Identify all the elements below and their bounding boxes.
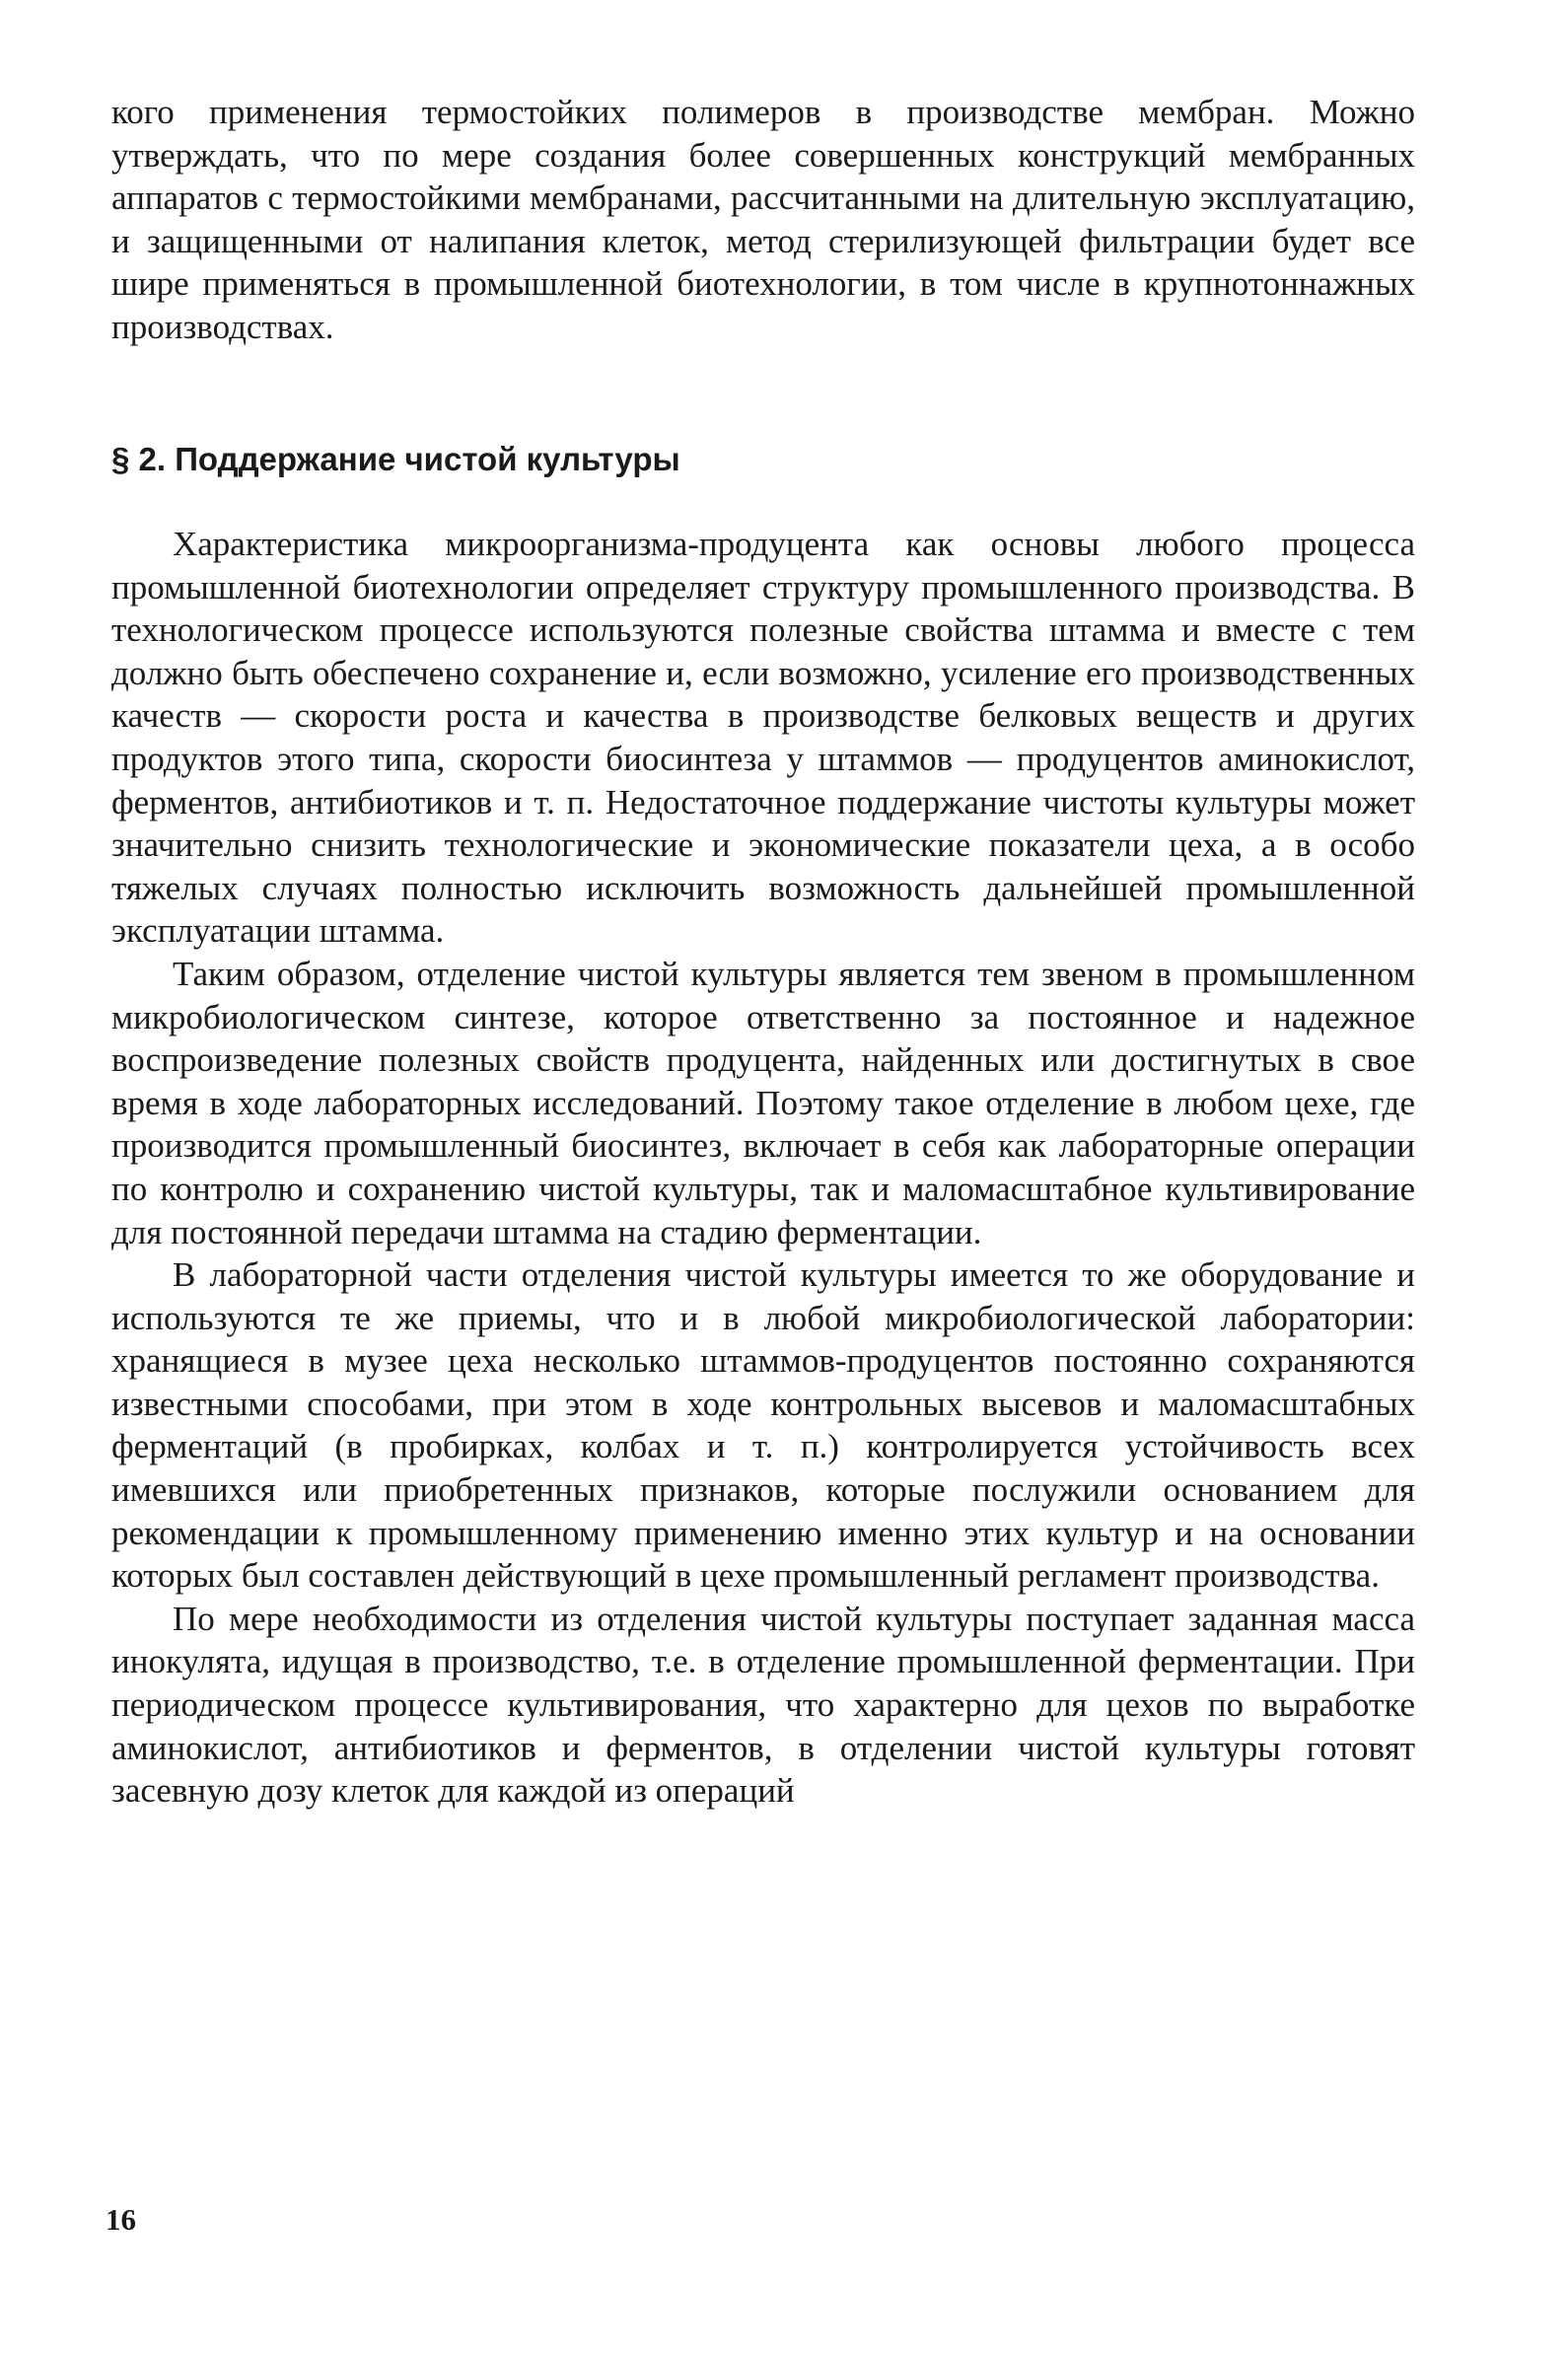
continued-paragraph: кого применения термостойких полимеров в производстве мембран. Можно утверждать, что по мере создания более совершенных конструкций мембранных аппаратов с термостойкими мембранами, рассчитанными на длительную эксплуатацию, и защищенными от налипания клеток, метод стерилизующей фильтрации будет все шире применяться в промышленной биотехнологии, в том числе в крупнотоннажных производствах. bbox=[111, 93, 1415, 346]
paragraph-2: Таким образом, отделение чистой культуры является тем звеном в промышленном микробиологическом синтезе, которое ответственно за постоянное и надежное воспроизведение полезных свойств продуцента, найденных или достигнутых в свое время в ходе лабораторных исследований. Поэтому такое отделение в любом цехе, где производится промышленный биосинтез, включает в себя как лабораторные операции по контролю и сохранению чистой культуры, так и маломасштабное культивирование для постоянной передачи штамма на стадию ферментации. bbox=[111, 954, 1415, 1251]
continued-paragraph-block bbox=[111, 91, 1415, 349]
paragraph-1: Характеристика микроорганизма-продуцента как основы любого процесса промышленной биотехнологии определяет структуру промышленного производства. В технологическом процессе используются полезные свойства штамма и вместе с тем должно быть обеспечено сохранение и, если возможно, усиление его производственных качеств — скорости роста и качества в производстве белковых веществ и других продуктов этого типа, скорости биосинтеза у штаммов — продуцентов аминокислот, ферментов, антибиотиков и т. п. Недостаточное поддержание чистоты культуры может значительно снизить технологические и экономические показатели цеха, а в особо тяжелых случаях полностью исключить возможность дальнейшей промышленной эксплуатации штамма. bbox=[111, 525, 1415, 951]
section-body bbox=[111, 523, 1415, 1813]
paragraph-3: В лабораторной части отделения чистой культуры имеется то же оборудование и используются те же приемы, что и в любой микробиологической лаборатории: хранящиеся в музее цеха несколько штаммов-продуцентов постоянно сохраняются известными способами, при этом в ходе контрольных высевов и маломасштабных ферментаций (в пробирках, колбах и т. п.) контролируется устойчивость всех имевшихся или приобретенных признаков, которые послужили основанием для рекомендации к промышленному применению именно этих культур и на основании которых был составлен действующий в цехе промышленный регламент производства. bbox=[111, 1255, 1415, 1596]
section-heading: § 2. Поддержание чистой культуры bbox=[111, 441, 680, 477]
page-number: 16 bbox=[106, 2202, 136, 2237]
paragraph-4: По мере необходимости из отделения чистой культуры поступает заданная масса инокулята, идущая в производство, т.е. в отделение промышленной ферментации. При периодическом процессе культивирования, что характерно для цехов по выработке аминокислот, антибиотиков и ферментов, в отделении чистой культуры готовят засевную дозу клеток для каждой из операций bbox=[111, 1599, 1415, 1811]
